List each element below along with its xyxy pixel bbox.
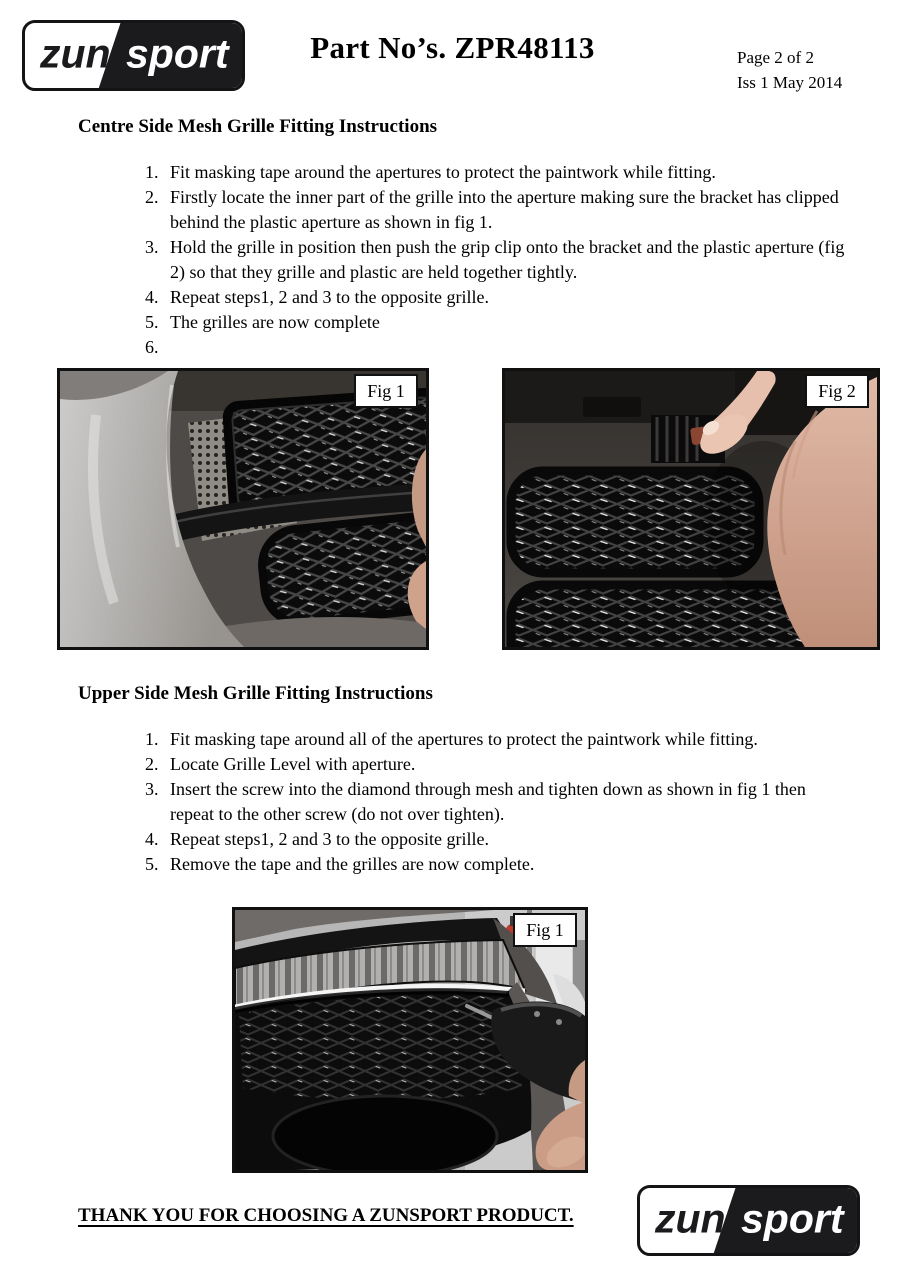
thank-you-text: THANK YOU FOR CHOOSING A ZUNSPORT PRODUCT. — [78, 1205, 574, 1226]
step-text: Repeat steps1, 2 and 3 to the opposite grille. — [170, 829, 489, 849]
step-text: The grilles are now complete — [170, 312, 380, 332]
fig2-photo-grip-clip — [502, 368, 880, 650]
list-item — [145, 235, 857, 285]
fig-label-box: Fig 2 — [805, 374, 869, 408]
list-item — [145, 752, 835, 777]
fig-label-box: Fig 1 — [513, 913, 577, 947]
upper-grille-steps — [145, 727, 835, 877]
fig1-photo-upper-grille-screw — [232, 907, 588, 1173]
step-text — [170, 335, 857, 360]
step-number: 1. — [145, 729, 159, 749]
step-number: 6. — [145, 337, 159, 357]
step-number: 4. — [145, 287, 159, 307]
logo-text-zun: zun — [655, 1195, 726, 1242]
list-item — [145, 285, 857, 310]
list-item — [145, 310, 857, 335]
step-text: Hold the grille in position then push the grip clip onto the bracket and the plastic aperture (fig 2) so that they grille and plastic are held together tightly. — [170, 237, 845, 282]
step-text: Repeat steps1, 2 and 3 to the opposite grille. — [170, 287, 489, 307]
step-text: Insert the screw into the diamond through mesh and tighten down as shown in fig 1 then repeat to the other screw (do not over tighten). — [170, 779, 806, 824]
list-item — [145, 335, 857, 360]
step-text: Fit masking tape around all of the apertures to protect the paintwork while fitting. — [170, 729, 758, 749]
logo-text-sport: sport — [741, 1195, 844, 1242]
fig3-photo-illustration — [235, 910, 585, 1170]
step-number: 4. — [145, 829, 159, 849]
zunsport-logo-footer — [637, 1185, 860, 1256]
list-item — [145, 185, 857, 235]
list-item — [145, 727, 835, 752]
centre-grille-steps — [145, 160, 857, 360]
list-item — [145, 827, 835, 852]
page-number: Page 2 of 2 — [737, 48, 814, 67]
step-number: 5. — [145, 312, 159, 332]
step-number: 2. — [145, 754, 159, 774]
fig1-photo-illustration — [60, 371, 426, 647]
step-number: 3. — [145, 237, 159, 257]
logo-text-zun: zun — [40, 30, 111, 77]
section-heading-upper: Upper Side Mesh Grille Fitting Instructions — [78, 683, 433, 704]
step-number: 1. — [145, 162, 159, 182]
fig-label-box: Fig 1 — [354, 374, 418, 408]
step-text: Fit masking tape around the apertures to protect the paintwork while fitting. — [170, 162, 716, 182]
page-info — [737, 45, 842, 95]
list-item — [145, 852, 835, 877]
list-item — [145, 160, 857, 185]
step-number: 2. — [145, 187, 159, 207]
step-number: 5. — [145, 854, 159, 874]
section-heading-centre: Centre Side Mesh Grille Fitting Instructions — [78, 116, 438, 137]
step-text: Remove the tape and the grilles are now complete. — [170, 854, 535, 874]
page-title: Part No’s. ZPR48113 — [310, 30, 595, 65]
step-text: Firstly locate the inner part of the grille into the aperture making sure the bracket has clipped behind the plastic aperture as shown in fig 1. — [170, 187, 839, 232]
logo-text-sport: sport — [126, 30, 229, 77]
fig1-photo-centre-grille — [57, 368, 429, 650]
list-item — [145, 777, 835, 827]
issue-date: Iss 1 May 2014 — [737, 73, 843, 92]
fig2-photo-illustration — [505, 371, 877, 647]
step-number: 3. — [145, 779, 159, 799]
step-text: Locate Grille Level with aperture. — [170, 754, 416, 774]
